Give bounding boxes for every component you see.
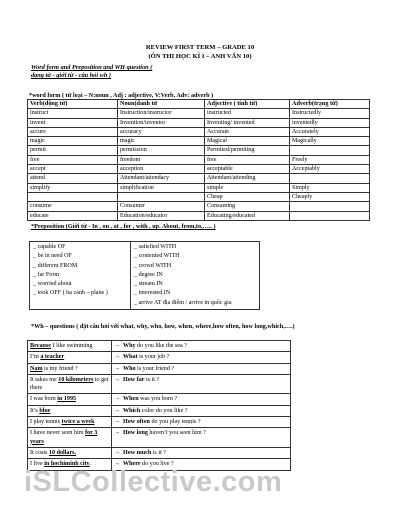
arrow-right-icon: → <box>114 396 121 403</box>
answer-text: I have never seen him <box>30 430 85 437</box>
column-header-adverb: Adverb(trạng từ) <box>290 100 370 109</box>
table-cell: Acceptably <box>290 165 370 174</box>
preposition-item: _ degree IN <box>134 271 163 278</box>
table-row <box>28 118 370 127</box>
arrow-right-icon: → <box>114 461 121 468</box>
answer-text: I’m <box>30 354 41 361</box>
table-cell: attend <box>28 174 118 183</box>
preposition-item: _ took OFF ( hạ cánh – plane ) <box>33 290 108 297</box>
question-word: How often <box>123 419 150 426</box>
page-title: REVIEW FIRST TERM – GRADE 10 <box>145 44 255 51</box>
word-form-table <box>27 99 370 221</box>
table-row <box>28 146 370 155</box>
table-row <box>28 428 291 448</box>
table-row <box>28 417 291 428</box>
table-row <box>28 405 291 416</box>
question-text: do you live ? <box>140 461 174 468</box>
answer-sentence <box>28 417 112 428</box>
answer-key-phrase: in 1995 <box>57 396 77 403</box>
preposition-item: _ stream IN <box>134 281 163 288</box>
question-word: Who <box>123 365 136 372</box>
table-cell <box>290 146 370 155</box>
table-row <box>28 155 370 164</box>
table-cell: Simply <box>290 183 370 192</box>
answer-text: It’s <box>30 407 40 414</box>
answer-key-phrase: twice a week <box>61 419 95 426</box>
question-word: Which <box>123 407 141 414</box>
table-row <box>28 363 291 374</box>
answer-sentence <box>28 394 112 405</box>
table-cell: Cheap <box>205 192 290 201</box>
question-word: How much <box>123 449 152 456</box>
question-text: is it ? <box>144 376 160 383</box>
table-row <box>28 174 370 183</box>
answer-key-phrase: a teacher <box>40 354 65 361</box>
column-header-adjective: Adjective ( tính từ) <box>205 100 290 109</box>
answer-key-phrase: 10 kilometers <box>58 376 94 383</box>
arrow-right-icon: → <box>114 376 121 383</box>
preposition-item: _ crowd WITH <box>134 262 172 269</box>
preposition-item: _ far From <box>33 271 60 278</box>
table-cell: Consumer <box>118 202 205 211</box>
question-text: was you born ? <box>138 396 178 403</box>
answer-key-phrase: Nam <box>30 365 43 372</box>
table-row <box>28 192 370 201</box>
answer-key-phrase: blue <box>39 407 51 414</box>
arrow-right-icon: → <box>114 354 121 361</box>
table-row <box>28 352 291 363</box>
table-cell: Inventing/ invented <box>205 118 290 127</box>
table-row <box>28 202 370 211</box>
answer-text: I live <box>30 461 45 468</box>
table-row <box>28 109 370 118</box>
column-header-noun: Noun(danh từ <box>118 100 205 109</box>
answer-sentence <box>28 447 112 458</box>
table-cell: accept <box>28 165 118 174</box>
arrow-right-icon: → <box>114 365 121 372</box>
table-cell: consume <box>28 202 118 211</box>
preposition-list-left <box>30 242 131 310</box>
question-text: is your friend ? <box>135 365 175 372</box>
question-text: is your job ? <box>137 354 170 361</box>
table-cell: free <box>28 155 118 164</box>
table-header-row <box>28 100 370 109</box>
table-cell: inventedly <box>290 118 370 127</box>
table-row <box>28 127 370 136</box>
table-cell <box>118 192 205 201</box>
answer-sentence <box>28 428 112 448</box>
table-cell: Attendant/attendacy <box>118 174 205 183</box>
arrow-right-icon: → <box>114 343 121 349</box>
table-cell: instruct <box>28 109 118 118</box>
table-cell: simplification <box>118 183 205 192</box>
preposition-item: _ satisfied WITH <box>134 244 177 250</box>
table-cell: acceptable <box>205 165 290 174</box>
table-cell <box>290 202 370 211</box>
answer-key-phrase: for 3 years <box>30 430 98 445</box>
table-cell: free <box>205 155 290 164</box>
column-header-verb: Verb(động từ) <box>28 100 118 109</box>
table-cell: Accurately <box>290 127 370 136</box>
question-sentence <box>112 428 291 448</box>
preposition-item: _ capable OF <box>33 244 66 250</box>
topic-line-2: dạng từ - giới từ - câu hỏi wh ) <box>31 72 112 79</box>
arrow-right-icon: → <box>114 430 121 437</box>
answer-sentence <box>28 352 112 363</box>
preposition-item: _ contented WITH <box>134 253 180 260</box>
table-cell: Educating/educated <box>205 211 290 220</box>
table-row <box>28 137 370 146</box>
preposition-item: _ be in need OF <box>33 253 72 260</box>
answer-text: I play tennis <box>30 419 62 426</box>
answer-text: I like swimming <box>51 343 93 349</box>
answer-sentence <box>28 341 112 352</box>
table-cell: accuracy <box>118 127 205 136</box>
table-cell: Education/educator <box>118 211 205 220</box>
table-cell: Instructedly <box>290 109 370 118</box>
watermark-logo: iSLCollective.com <box>24 466 283 498</box>
question-sentence <box>112 341 291 352</box>
wh-questions-table <box>27 340 291 471</box>
question-text: is it ? <box>151 449 167 456</box>
table-cell <box>290 174 370 183</box>
answer-text: I was born <box>30 396 58 403</box>
preposition-item: _ interested IN <box>134 290 171 297</box>
question-sentence <box>112 394 291 405</box>
table-cell: permission <box>118 146 205 155</box>
table-cell: Instruction/instructor <box>118 109 205 118</box>
word-form-heading: *word form ( từ loại – N:noun , Adj : adjective, V:Verb, Adv: adverb ) <box>29 92 214 99</box>
wh-questions-heading: *Wh – questions ( đặt câu hỏi với what, why, who, how, when, where,how often, how long,which,….) <box>31 323 295 330</box>
table-cell <box>28 192 118 201</box>
arrow-right-icon: → <box>114 419 121 426</box>
question-word: What <box>123 354 138 361</box>
answer-sentence <box>28 374 112 394</box>
question-word: How long <box>123 430 148 437</box>
preposition-table <box>29 241 260 310</box>
table-cell: accure <box>28 127 118 136</box>
table-row <box>28 183 370 192</box>
question-word: How far <box>123 376 145 383</box>
table-cell: Magical <box>205 137 290 146</box>
preposition-item: _ arrive AT địa điểm / arrive in quốc gia <box>134 299 232 306</box>
table-row <box>28 341 291 352</box>
table-row <box>28 447 291 458</box>
table-cell: educate <box>28 211 118 220</box>
table-cell: magic <box>118 137 205 146</box>
answer-text: to get there <box>30 376 109 392</box>
question-text: color do you like ? <box>140 407 188 414</box>
table-cell: instructed <box>205 109 290 118</box>
preposition-item: _ different FROM <box>33 262 78 269</box>
question-sentence <box>112 447 291 458</box>
arrow-right-icon: → <box>114 407 121 414</box>
table-cell: simple <box>205 183 290 192</box>
question-sentence <box>112 374 291 394</box>
table-cell: simplify <box>28 183 118 192</box>
question-text: do you play tennis ? <box>149 419 201 426</box>
table-cell: magic <box>28 137 118 146</box>
question-word: Why <box>123 343 136 349</box>
preposition-heading: *Preposition (Giới từ - In , on , at , for , with , up. About, from,to,….. ) <box>31 223 216 230</box>
table-cell: Freely <box>290 155 370 164</box>
answer-key-phrase: Because <box>30 343 51 349</box>
table-row <box>28 165 370 174</box>
question-sentence <box>112 363 291 374</box>
question-sentence <box>112 417 291 428</box>
preposition-list-right <box>131 242 260 310</box>
answer-text: It costs <box>30 449 49 456</box>
topic-line-1: Word form and Preposition and WH question ( <box>31 64 153 71</box>
question-word: When <box>123 396 139 403</box>
table-cell: Attendant/attending <box>205 174 290 183</box>
arrow-right-icon: → <box>114 449 121 456</box>
table-cell: Accurate <box>205 127 290 136</box>
table-cell: Permited/permiting <box>205 146 290 155</box>
table-cell: acception <box>118 165 205 174</box>
word-form-rows <box>28 109 370 221</box>
question-text: haven’t you seen him ? <box>147 430 206 437</box>
preposition-item: _ worried about <box>33 281 72 288</box>
answer-key-phrase: in hochiminh city <box>44 461 90 468</box>
table-cell: freedom <box>118 155 205 164</box>
table-cell <box>290 211 370 220</box>
answer-text: It takes me <box>30 376 59 383</box>
answer-sentence <box>28 363 112 374</box>
question-word: Where <box>123 461 141 468</box>
answer-sentence <box>28 405 112 416</box>
table-row <box>28 394 291 405</box>
page-subtitle: (ÔN THI HỌC KÌ I – ANH VĂN 10) <box>148 53 252 60</box>
table-cell: Consuming <box>205 202 290 211</box>
table-cell: Cheaply <box>290 192 370 201</box>
answer-text: is my friend ? <box>42 365 78 372</box>
table-row <box>28 211 370 220</box>
answer-key-phrase: 10 dollars. <box>48 449 77 456</box>
table-cell: Invention/inventor <box>118 118 205 127</box>
table-cell: permit <box>28 146 118 155</box>
wh-questions-rows <box>28 341 291 471</box>
answer-text: . <box>89 461 92 468</box>
table-cell: Magically <box>290 137 370 146</box>
table-cell: invent <box>28 118 118 127</box>
table-row <box>28 374 291 394</box>
question-text: do you like the sea ? <box>135 343 187 349</box>
question-sentence <box>112 352 291 363</box>
question-sentence <box>112 405 291 416</box>
